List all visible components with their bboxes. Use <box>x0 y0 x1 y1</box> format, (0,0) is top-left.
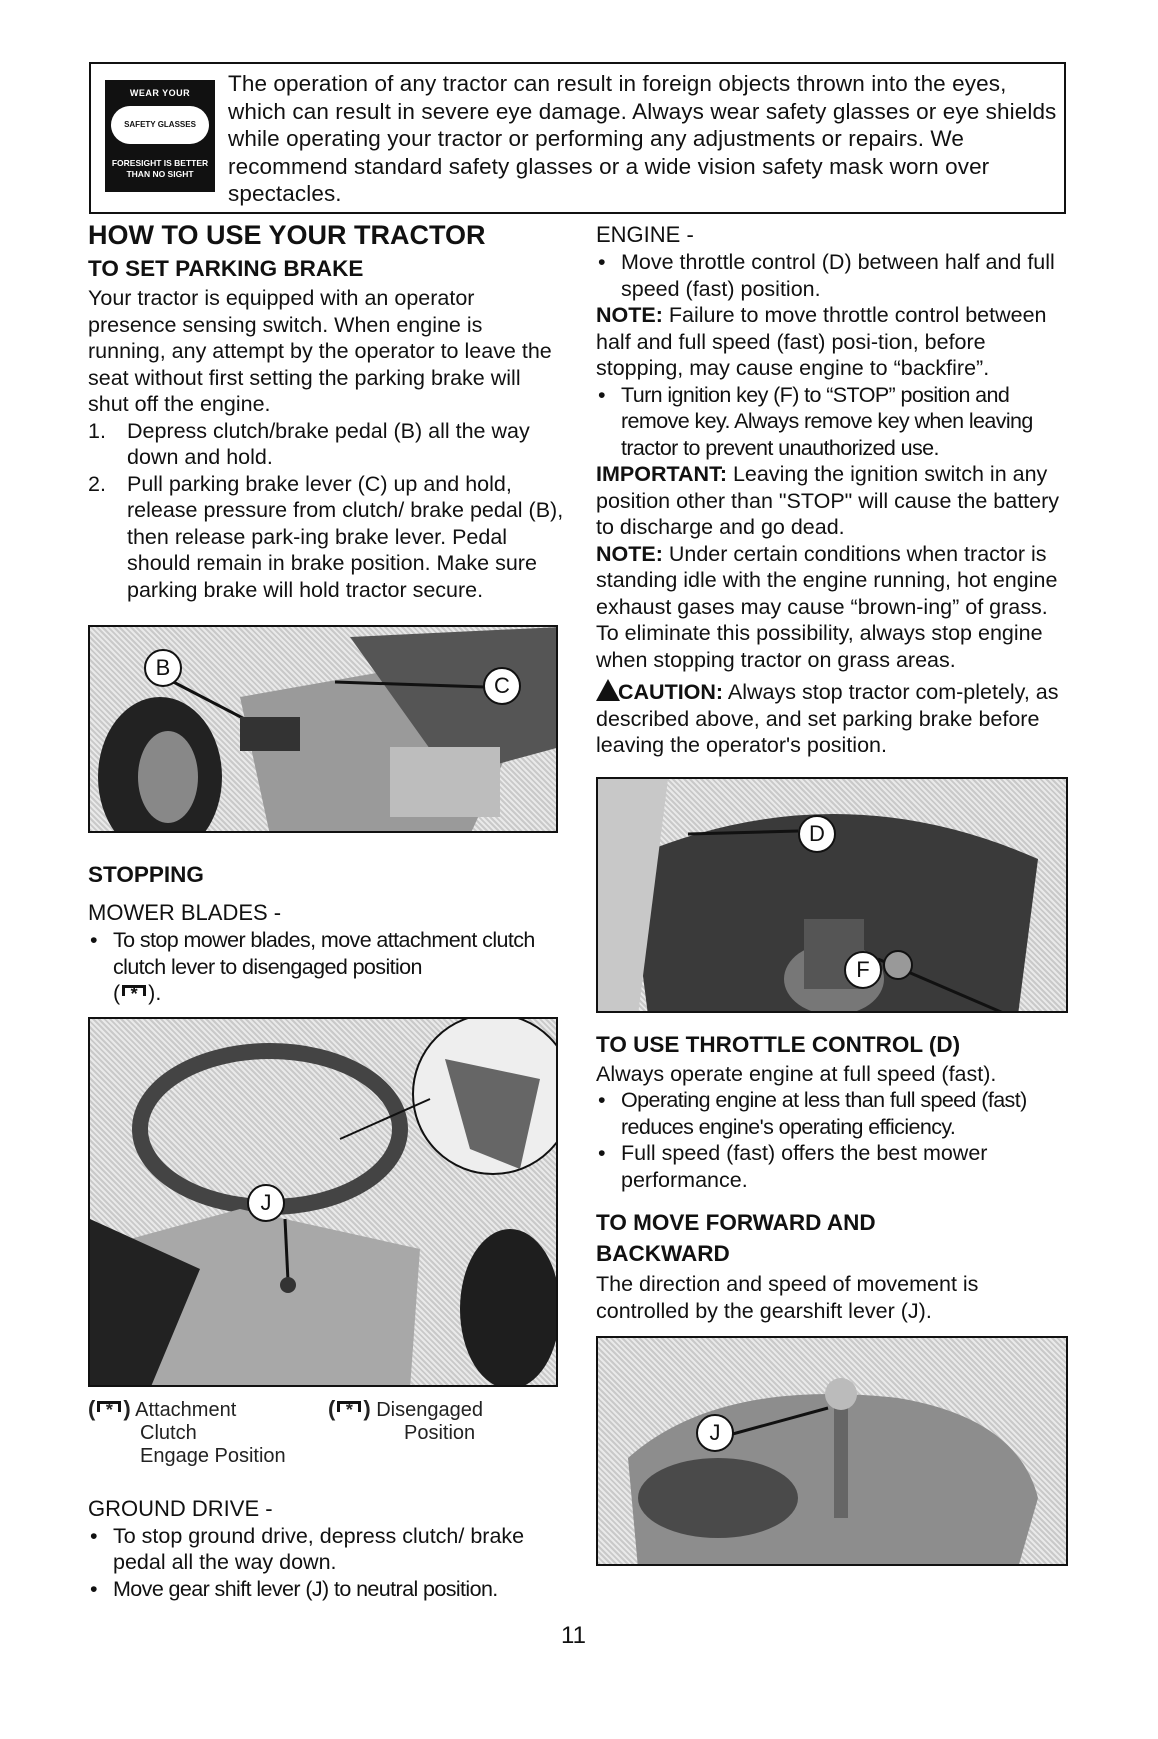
legend-engage: ( * ) Attachment Clutch Engage Position <box>88 1395 286 1467</box>
list-item: • To stop mower blades, move attachment clutch clutch lever to disengaged position ( * ). <box>88 927 564 1007</box>
callout-b: B <box>144 649 182 687</box>
callout-c: C <box>483 667 521 705</box>
parking-brake-intro: Your tractor is equipped with an operator presence sensing switch. When engine is running, any attempt by the operator to leave the seat without first setting the parking brake will shut off the engine. <box>88 286 552 416</box>
callout-j: J <box>247 1184 285 1222</box>
stopping-heading: STOPPING <box>88 862 204 887</box>
step-item: 1. Depress clutch/brake pedal (B) all the way down and hold. <box>88 418 530 469</box>
warning-text: The operation of any tractor can result in foreign objects thrown into the eyes, which can result in severe eye damage. Always wear safety glasses or eye shields while operating your tractor or performing any adjustments or repairs. We recommend standard safety glasses or a wide vision safety mask worn over spectacles. <box>228 71 1057 206</box>
mower-blades-subheading: MOWER BLADES - <box>88 900 282 925</box>
move-text: The direction and speed of movement is controlled by the gearshift lever (J). <box>596 1272 979 1323</box>
goggles-shape: SAFETY GLASSES <box>111 106 209 144</box>
gearshift-figure <box>596 1336 1068 1566</box>
safety-glasses-icon <box>105 80 215 192</box>
ignition-throttle-figure <box>596 777 1068 1013</box>
ground-drive-subheading: GROUND DRIVE - <box>88 1495 273 1521</box>
clutch-disengaged-icon: ( * ). <box>113 981 162 1005</box>
important-note: IMPORTANT: Leaving the ignition switch in any position other than "STOP" will cause the battery to discharge and go dead. <box>596 462 1060 539</box>
icon-caption-bottom: FORESIGHT IS BETTER THAN NO SIGHT <box>111 158 209 179</box>
ground-drive-list <box>88 1523 564 1603</box>
list-item: • Operating engine at less than full speed (fast) reduces engine's operating efficiency. <box>596 1087 1068 1140</box>
page-number: 11 <box>561 1622 586 1649</box>
safety-warning-box <box>89 62 1066 214</box>
list-item: • To stop ground drive, depress clutch/ brake pedal all the way down. <box>88 1523 564 1576</box>
dashboard-illustration <box>598 779 1068 1013</box>
mower-blades-list <box>88 927 564 1007</box>
caution-note: CAUTION: Always stop tractor com-pletely, as described above, and set parking brake before leaving the operator's position. <box>596 680 1059 757</box>
list-item: • Full speed (fast) offers the best mower performance. <box>596 1140 1068 1193</box>
list-item: • Turn ignition key (F) to “STOP” position and remove key. Always remove key when leaving tractor to prevent unauthorized use. <box>596 382 1068 462</box>
legend-disengage: ( * ) Disengaged Position <box>328 1395 483 1444</box>
note-backfire: NOTE: Failure to move throttle control between half and full speed (fast) posi-tion, before stopping, may cause engine to “backfire”. <box>596 303 1047 380</box>
list-item: • Move throttle control (D) between half and full speed (fast) position. <box>596 249 1068 302</box>
parking-brake-steps <box>88 418 564 604</box>
caution-warning-icon <box>596 679 620 701</box>
right-column <box>596 218 1068 1566</box>
gearshift-illustration <box>598 1338 1068 1566</box>
parking-brake-heading: TO SET PARKING BRAKE <box>88 256 364 281</box>
page-title: HOW TO USE YOUR TRACTOR <box>88 220 486 250</box>
clutch-engage-icon: ( * ) <box>88 1395 131 1421</box>
clutch-disengage-icon: ( * ) <box>328 1395 371 1421</box>
engine-list-1 <box>596 249 1068 302</box>
parking-brake-figure <box>88 625 558 833</box>
icon-caption-top: WEAR YOUR <box>129 88 191 98</box>
move-heading: TO MOVE FORWARD AND BACKWARD <box>596 1210 876 1266</box>
left-column <box>88 218 564 1602</box>
clutch-legend <box>88 1397 564 1493</box>
callout-f: F <box>844 951 882 989</box>
engine-list-2 <box>596 382 1068 462</box>
throttle-heading: TO USE THROTTLE CONTROL (D) <box>596 1031 961 1057</box>
note-browning: NOTE: Under certain conditions when tractor is standing idle with the engine running, hot engine exhaust gases may cause “brown-ing” of grass. To eliminate this possibility, always stop engine when stopping tractor on grass areas. <box>596 541 1058 672</box>
list-item: • Move gear shift lever (J) to neutral position. <box>88 1576 564 1603</box>
attachment-clutch-figure <box>88 1017 558 1387</box>
throttle-intro: Always operate engine at full speed (fast). <box>596 1061 997 1086</box>
engine-subheading: ENGINE - <box>596 222 694 247</box>
throttle-list <box>596 1087 1068 1193</box>
callout-j-gearshift: J <box>696 1414 734 1452</box>
step-item: 2. Pull parking brake lever (C) up and hold, release pressure from clutch/ brake pedal (B), then release park-ing brake lever. Pedal should remain in brake position. Make sure parking brake will hold tractor secure. <box>88 471 564 602</box>
callout-d: D <box>798 815 836 853</box>
steering-wheel-illustration <box>90 1019 558 1387</box>
